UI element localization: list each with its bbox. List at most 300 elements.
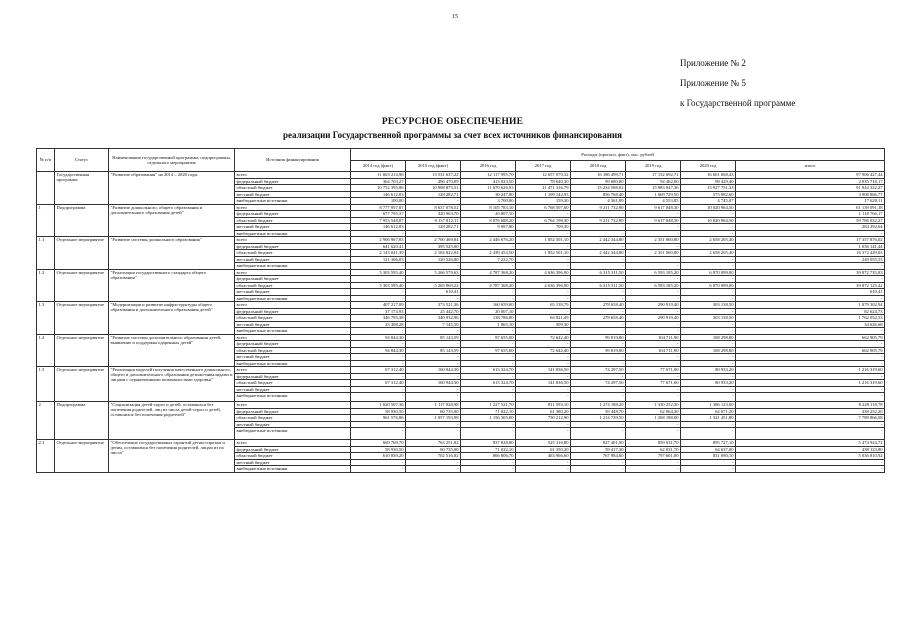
row-value: 58 930,50: [351, 408, 406, 415]
row-value: 15 234 588,02: [571, 185, 626, 192]
row-value: -: [461, 341, 516, 348]
row-source: местный бюджет: [235, 191, 351, 198]
row-value: 395 525,00: [406, 243, 461, 250]
row-value: -: [516, 393, 571, 402]
row-status: Подпрограмма: [55, 204, 109, 237]
header-year: 2015 год (факт): [406, 160, 461, 172]
row-value: -: [351, 386, 406, 393]
row-source: местный бюджет: [235, 321, 351, 328]
row-name: "Реализация моделей получения качественного дошкольного, общего и дополнительного образования детьми-инвалидами и лицами с ограниченными возможностями здоровья": [109, 367, 235, 402]
row-value: 1 118 766,17: [736, 211, 885, 218]
row-value: 2 906 967,83: [351, 237, 406, 244]
row-value: -: [736, 421, 885, 428]
row-value: 17 357 876,02: [736, 237, 885, 244]
row-value: -: [681, 360, 736, 367]
row-value: 91 944 322,27: [736, 185, 885, 192]
row-value: 7 145,50: [406, 321, 461, 328]
row-value: -: [571, 360, 626, 367]
row-value: -: [516, 373, 571, 380]
row-source: федеральный бюджет: [235, 373, 351, 380]
row-value: -: [736, 386, 885, 393]
row-value: 1 056 141,44: [736, 243, 885, 250]
row-value: 2 446 676,20: [461, 237, 516, 244]
row-value: -: [351, 373, 406, 380]
row-value: -: [516, 466, 571, 473]
row-value: 141 836,50: [516, 367, 571, 374]
row-value: -: [406, 198, 461, 205]
row-value: 811 593,10: [516, 402, 571, 409]
row-num: 2.1: [37, 440, 55, 473]
row-value: 37 174,93: [351, 308, 406, 315]
row-value: 278 658,40: [571, 302, 626, 309]
row-source: федеральный бюджет: [235, 211, 351, 218]
row-value: -: [626, 428, 681, 440]
row-value: 62 031,70: [626, 446, 681, 453]
page-number: 15: [452, 14, 458, 20]
header-num: № п/п: [37, 149, 55, 172]
row-value: -: [736, 341, 885, 348]
row-value: 1 852 501,10: [516, 237, 571, 244]
row-value: 11 663 214,96: [351, 172, 406, 179]
row-value: -: [461, 276, 516, 283]
row-value: 97 655,00: [461, 347, 516, 354]
row-status: Отдельное мероприятие: [55, 334, 109, 367]
row-value: -: [351, 276, 406, 283]
row-value: 160 944,30: [406, 367, 461, 374]
row-value: 138 786,80: [461, 315, 516, 322]
row-value: -: [626, 256, 681, 263]
row-value: 1 057 193,98: [406, 415, 461, 422]
row-value: 610,41: [406, 289, 461, 296]
row-value: -: [461, 393, 516, 402]
row-value: -: [681, 328, 736, 335]
row-value: -: [571, 211, 626, 218]
row-value: 74 297,50: [571, 367, 626, 374]
row-value: 525 316,80: [516, 440, 571, 447]
row-value: 25 442,70: [406, 308, 461, 315]
row-value: -: [351, 263, 406, 270]
row-source: местный бюджет: [235, 459, 351, 466]
row-value: 97 655,00: [461, 334, 516, 341]
row-source: внебюджетные источники: [235, 295, 351, 302]
row-value: 77 671,00: [626, 380, 681, 387]
row-value: -: [626, 276, 681, 283]
row-value: -: [681, 224, 736, 231]
row-value: 11 471 316,79: [516, 185, 571, 192]
row-value: -: [461, 421, 516, 428]
row-value: 5 303 595,40: [351, 282, 406, 289]
row-source: местный бюджет: [235, 386, 351, 393]
row-value: -: [681, 393, 736, 402]
row-value: -: [736, 295, 885, 302]
row-value: 94 844,30: [351, 334, 406, 341]
row-value: -: [571, 276, 626, 283]
row-value: 2 184 822,04: [406, 250, 461, 257]
row-value: 509,30: [516, 321, 571, 328]
row-value: 4 636 396,90: [516, 282, 571, 289]
row-value: 709,30: [516, 224, 571, 231]
row-value: -: [626, 373, 681, 380]
row-value: -: [736, 393, 885, 402]
row-value: 9 617 048,30: [626, 217, 681, 224]
row-value: 59 786 032,27: [736, 217, 885, 224]
row-value: 2 351 060,80: [626, 237, 681, 244]
row-value: 64 637,00: [681, 446, 736, 453]
row-value: -: [571, 341, 626, 348]
row-value: 290 919,40: [626, 315, 681, 322]
row-value: -: [571, 321, 626, 328]
row-value: 60 735,00: [406, 408, 461, 415]
row-value: 3 700,00: [461, 198, 516, 205]
document-title: РЕСУРСНОЕ ОБЕСПЕЧЕНИЕ: [381, 117, 524, 127]
row-value: 6 593 185,20: [626, 269, 681, 276]
row-source: федеральный бюджет: [235, 446, 351, 453]
row-value: 8 137 812,11: [406, 217, 461, 224]
row-source: местный бюджет: [235, 289, 351, 296]
row-source: областной бюджет: [235, 250, 351, 257]
row-value: -: [736, 354, 885, 361]
row-value: -: [351, 393, 406, 402]
row-value: 6 593 185,20: [626, 282, 681, 289]
row-value: -: [681, 256, 736, 263]
row-value: -: [516, 256, 571, 263]
row-value: 8 228 118,78: [736, 402, 885, 409]
row-value: 5 474 924,72: [736, 440, 885, 447]
row-value: -: [461, 354, 516, 361]
row-value: -: [461, 289, 516, 296]
row-value: -: [571, 393, 626, 402]
row-value: 961 576,86: [351, 415, 406, 422]
row-source: всего: [235, 269, 351, 276]
row-value: 613 324,70: [461, 367, 516, 374]
row-value: 4 636 396,90: [516, 269, 571, 276]
row-value: 1 109 142,93: [516, 191, 571, 198]
row-value: 1 274 188,20: [571, 402, 626, 409]
row-value: 8 777 957,07: [351, 204, 406, 211]
row-value: -: [516, 295, 571, 302]
row-name: "Развитие системы дополнительного образования детей, выявление и поддержка одаренных детей": [109, 334, 235, 367]
appendix-line-2: Приложение № 5: [680, 78, 746, 88]
row-source: всего: [235, 237, 351, 244]
row-value: 67 312,40: [351, 380, 406, 387]
row-value: 1 852 501,10: [516, 250, 571, 257]
row-value: 7 222,70: [461, 256, 516, 263]
row-source: областной бюджет: [235, 315, 351, 322]
row-value: 4 553,85: [626, 198, 681, 205]
header-year: 2020 год: [681, 160, 736, 172]
row-value: 831 090,10: [681, 453, 736, 460]
row-value: -: [571, 459, 626, 466]
row-value: -: [681, 263, 736, 270]
row-source: всего: [235, 172, 351, 179]
row-value: -: [681, 428, 736, 440]
row-value: -: [516, 341, 571, 348]
row-value: 120 526,80: [406, 256, 461, 263]
row-value: 1 069 729,50: [626, 191, 681, 198]
row-value: -: [736, 459, 885, 466]
row-value: 160 944,30: [406, 380, 461, 387]
row-value: -: [406, 428, 461, 440]
row-value: 2 439 453,50: [461, 250, 516, 257]
row-value: 7 953 548,87: [351, 217, 406, 224]
row-value: 5 036 810,92: [736, 453, 885, 460]
row-source: всего: [235, 334, 351, 341]
row-value: 2 442 344,80: [571, 250, 626, 257]
row-status: Государственная программа: [55, 172, 109, 205]
row-value: 1 879 302,94: [736, 302, 885, 309]
row-source: внебюджетные источники: [235, 360, 351, 367]
row-value: -: [516, 360, 571, 367]
row-value: -: [571, 243, 626, 250]
row-value: 15 983 947,36: [626, 185, 681, 192]
row-value: 104 711,90: [626, 347, 681, 354]
row-value: -: [406, 393, 461, 402]
row-value: 6 764 198,30: [516, 217, 571, 224]
row-num: 1.4: [37, 334, 55, 367]
row-num: 1: [37, 204, 55, 237]
row-value: -: [406, 373, 461, 380]
row-value: 61 380,20: [516, 408, 571, 415]
row-value: 797 601,00: [626, 453, 681, 460]
row-value: -: [351, 360, 406, 367]
row-source: внебюджетные источники: [235, 428, 351, 440]
row-source: федеральный бюджет: [235, 243, 351, 250]
row-value: -: [626, 289, 681, 296]
row-value: -: [571, 289, 626, 296]
row-value: -: [516, 328, 571, 335]
row-value: -: [736, 373, 885, 380]
row-value: -: [626, 328, 681, 335]
row-value: 65 139,79: [516, 302, 571, 309]
row-value: 59 417,30: [571, 446, 626, 453]
row-value: 613 324,70: [461, 380, 516, 387]
row-value: 1 762 052,53: [736, 315, 885, 322]
row-value: 6 315 311,50: [571, 282, 626, 289]
row-status: Отдельное мероприятие: [55, 440, 109, 473]
row-value: 9 617 048,30: [626, 204, 681, 211]
row-value: -: [736, 360, 885, 367]
row-value: 1 216 319,60: [736, 367, 885, 374]
row-value: 104 711,90: [626, 334, 681, 341]
resource-table: [36, 148, 885, 473]
row-source: всего: [235, 367, 351, 374]
row-value: -: [681, 354, 736, 361]
row-value: -: [406, 466, 461, 473]
row-value: 16 601 068,43: [681, 172, 736, 179]
row-source: внебюджетные источники: [235, 393, 351, 402]
row-value: -: [406, 459, 461, 466]
row-value: -: [681, 230, 736, 237]
row-value: 1 214 739,50: [571, 415, 626, 422]
row-value: 34 626,68: [736, 321, 885, 328]
row-value: 420 963,70: [406, 211, 461, 218]
row-name: "Модернизация и развитие инфраструктуры общего образования и дополнительного образования детей": [109, 302, 235, 335]
row-value: 2 351 060,80: [626, 250, 681, 257]
row-value: -: [516, 428, 571, 440]
row-value: -: [626, 386, 681, 393]
row-value: 128 282,71: [406, 191, 461, 198]
row-value: 677 795,37: [351, 211, 406, 218]
row-value: -: [626, 263, 681, 270]
row-value: -: [516, 263, 571, 270]
row-value: -: [681, 295, 736, 302]
row-value: -: [626, 466, 681, 473]
row-value: 303 138,50: [681, 302, 736, 309]
row-value: 80 933,20: [681, 367, 736, 374]
row-value: 82 624,73: [736, 308, 885, 315]
row-value: 610,41: [736, 289, 885, 296]
row-value: -: [626, 354, 681, 361]
row-value: 61 350,20: [516, 446, 571, 453]
row-value: 2 035 718,17: [736, 178, 885, 185]
row-name: "Реализация государственного стандарта общего образования": [109, 269, 235, 302]
row-value: -: [351, 466, 406, 473]
row-value: -: [626, 393, 681, 402]
row-num: 1.3: [37, 302, 55, 335]
row-num: 1.5: [37, 367, 55, 402]
row-value: -: [681, 243, 736, 250]
row-status: Подпрограмма: [55, 402, 109, 440]
row-value: 6 768 507,60: [516, 204, 571, 211]
row-value: 1 330 252,30: [626, 402, 681, 409]
row-value: -: [461, 373, 516, 380]
row-value: -: [406, 295, 461, 302]
row-value: -: [681, 211, 736, 218]
row-value: -: [626, 211, 681, 218]
row-source: областной бюджет: [235, 453, 351, 460]
row-value: 5 265 969,22: [406, 282, 461, 289]
row-source: всего: [235, 302, 351, 309]
header-source: Источник финансирования: [235, 149, 351, 172]
row-value: 856 768,40: [571, 191, 626, 198]
row-value: -: [626, 295, 681, 302]
row-value: -: [516, 308, 571, 315]
row-value: 4 361,89: [571, 198, 626, 205]
row-value: -: [571, 224, 626, 231]
row-value: 10 020 964,50: [681, 204, 736, 211]
row-value: -: [406, 421, 461, 428]
row-value: 17 620,11: [736, 198, 885, 205]
row-value: -: [516, 289, 571, 296]
row-value: 1 386 123,00: [681, 402, 736, 409]
row-value: -: [681, 459, 736, 466]
row-value: 866 806,70: [461, 453, 516, 460]
row-value: 8 637 078,52: [406, 204, 461, 211]
row-value: 99 819,80: [571, 334, 626, 341]
row-value: -: [681, 386, 736, 393]
row-value: 64 671,20: [681, 408, 736, 415]
row-value: 763 251,82: [406, 440, 461, 447]
row-value: 8 076 688,20: [461, 217, 516, 224]
row-value: -: [571, 230, 626, 237]
row-value: 662 905,79: [736, 347, 885, 354]
row-value: 100,00: [351, 198, 406, 205]
row-value: 7 789 866,58: [736, 415, 885, 422]
row-value: 12 657 079,32: [516, 172, 571, 179]
row-value: 16 186 499,71: [571, 172, 626, 179]
row-value: -: [681, 276, 736, 283]
row-value: -: [351, 289, 406, 296]
row-source: федеральный бюджет: [235, 408, 351, 415]
row-value: 496 470,09: [406, 178, 461, 185]
row-status: Отдельное мероприятие: [55, 269, 109, 302]
row-status: Отдельное мероприятие: [55, 367, 109, 402]
row-value: 1 268 188,00: [626, 415, 681, 422]
row-value: -: [406, 386, 461, 393]
row-source: местный бюджет: [235, 224, 351, 231]
row-source: всего: [235, 204, 351, 211]
row-value: 97 906 427,44: [736, 172, 885, 179]
row-value: 39 872 125,42: [736, 282, 885, 289]
row-value: 1 321 451,80: [681, 415, 736, 422]
row-value: 58 930,50: [351, 446, 406, 453]
row-value: 859 631,70: [626, 440, 681, 447]
row-value: -: [626, 224, 681, 231]
row-source: областной бюджет: [235, 415, 351, 422]
row-value: 17 152 692,71: [626, 172, 681, 179]
row-value: 9 087,80: [461, 224, 516, 231]
row-value: -: [626, 321, 681, 328]
row-value: -: [351, 295, 406, 302]
row-value: -: [626, 341, 681, 348]
row-value: 8 105 783,10: [461, 204, 516, 211]
row-name: "Развитие образования" на 2014 – 2020 годы: [109, 172, 235, 205]
row-value: 64 821,49: [516, 315, 571, 322]
header-name: Наименование государственной программы, подпрограммы, отдельного мероприятия: [109, 149, 235, 172]
row-value: 59 448,70: [571, 408, 626, 415]
row-value: 1 227 521,70: [461, 402, 516, 409]
table-body: [37, 172, 885, 473]
row-value: -: [736, 466, 885, 473]
header-year: 2014 год (факт): [351, 160, 406, 172]
row-value: -: [571, 373, 626, 380]
row-value: 60 735,00: [406, 446, 461, 453]
row-source: местный бюджет: [235, 256, 351, 263]
row-value: -: [406, 328, 461, 335]
row-value: -: [351, 421, 406, 428]
row-value: -: [351, 459, 406, 466]
row-value: 373 521,36: [406, 302, 461, 309]
header-year: 2016 год: [461, 160, 516, 172]
row-value: -: [571, 308, 626, 315]
row-value: 407 217,09: [351, 302, 406, 309]
row-value: 249 055,53: [736, 256, 885, 263]
row-value: 364 703,27: [351, 178, 406, 185]
row-num: 1.1: [37, 237, 55, 270]
row-num: [37, 172, 55, 205]
row-value: 669 769,70: [351, 440, 406, 447]
row-source: федеральный бюджет: [235, 276, 351, 283]
row-value: 99 819,80: [571, 347, 626, 354]
row-source: местный бюджет: [235, 354, 351, 361]
row-value: 71 022,10: [461, 408, 516, 415]
row-value: -: [681, 341, 736, 348]
row-value: -: [461, 459, 516, 466]
row-value: 662 905,79: [736, 334, 885, 341]
row-value: -: [406, 230, 461, 237]
row-value: 78 640,30: [516, 178, 571, 185]
row-value: 12 117 995,70: [461, 172, 516, 179]
row-value: 13 531 637,22: [406, 172, 461, 179]
row-value: 20 007,10: [461, 308, 516, 315]
row-value: -: [681, 308, 736, 315]
row-value: -: [626, 421, 681, 428]
row-value: -: [736, 263, 885, 270]
row-value: 146 612,83: [351, 224, 406, 231]
row-value: -: [351, 341, 406, 348]
row-value: 67 312,40: [351, 367, 406, 374]
row-source: федеральный бюджет: [235, 341, 351, 348]
